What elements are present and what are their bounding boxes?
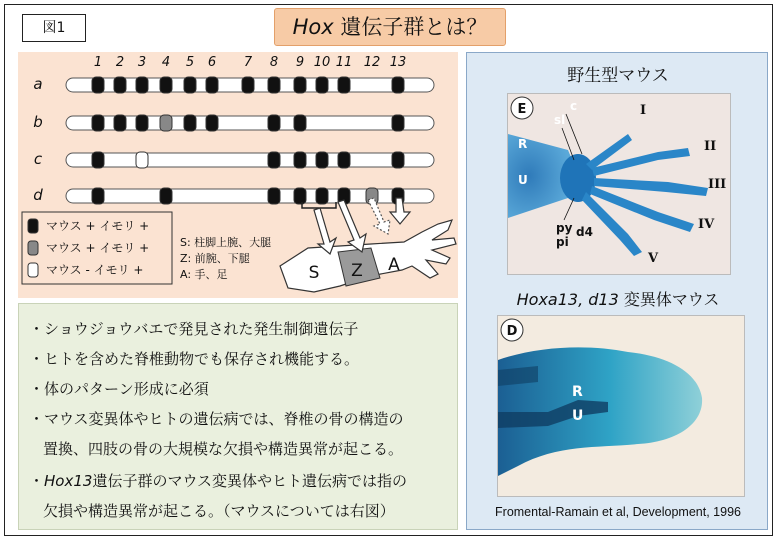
gene-number: 6 bbox=[207, 55, 217, 70]
gene-block bbox=[92, 77, 104, 93]
legend-text: マウス + イモリ + bbox=[46, 241, 150, 255]
digit-label-5: V bbox=[648, 251, 659, 266]
gene-block bbox=[114, 115, 126, 131]
cluster-label: c bbox=[33, 150, 43, 168]
citation: Fromental-Ramain et al, Development, 1996 bbox=[495, 505, 741, 519]
label-sl: sl bbox=[554, 113, 566, 127]
gene-block bbox=[392, 115, 404, 131]
limb-label-s: S bbox=[308, 263, 320, 283]
bullet-3: ・体のパターン形成に必須 bbox=[29, 380, 209, 398]
gene-number: 7 bbox=[243, 55, 253, 70]
gene-number: 2 bbox=[115, 55, 125, 70]
bullet-5-dot: ・ bbox=[29, 472, 45, 490]
mutant-title-gene: Hoxa13, d13 bbox=[516, 290, 619, 309]
mutant-title-rest: 変異体マウス bbox=[618, 290, 720, 309]
legend-swatch bbox=[28, 263, 38, 277]
summary-panel bbox=[18, 303, 458, 530]
limb-label-z: Z bbox=[351, 261, 363, 281]
mutant-title bbox=[467, 287, 769, 310]
limb-label-a: A bbox=[388, 255, 400, 275]
gene-block bbox=[338, 77, 350, 93]
bullet-5-cont: 欠損や構造異常が起こる。（マウスについては右図） bbox=[43, 502, 395, 520]
cluster-label: b bbox=[33, 113, 43, 131]
wildtype-limb-photo bbox=[507, 93, 731, 275]
gene-block bbox=[294, 188, 306, 204]
gene-number: 12 bbox=[363, 55, 381, 70]
mutant-label-u: U bbox=[572, 408, 584, 424]
cluster-label: a bbox=[33, 75, 43, 93]
gene-block bbox=[92, 115, 104, 131]
digit-label-1: I bbox=[640, 103, 647, 118]
digit-label-4: IV bbox=[698, 217, 715, 232]
gene-block bbox=[136, 77, 148, 93]
bullet-4: ・マウス変異体やヒトの遺伝病では、脊椎の骨の構造の bbox=[29, 410, 404, 428]
gene-block bbox=[160, 115, 172, 131]
bullet-5 bbox=[29, 470, 407, 491]
gene-block bbox=[316, 188, 328, 204]
gene-block bbox=[160, 188, 172, 204]
bullet-5-text: 遺伝子群のマウス変異体やヒト遺伝病では指の bbox=[92, 472, 407, 490]
limb-legend-s: S: 柱脚上腕、大腿 bbox=[180, 236, 272, 249]
gene-number: 5 bbox=[185, 55, 195, 70]
gene-block bbox=[268, 115, 280, 131]
digit-label-3: III bbox=[708, 177, 727, 192]
gene-block bbox=[316, 77, 328, 93]
legend-swatch bbox=[28, 241, 38, 255]
bullet-2: ・ヒトを含めた脊椎動物でも保存され機能する。 bbox=[29, 350, 360, 368]
legend-text: マウス + イモリ + bbox=[46, 219, 150, 233]
arrow-z bbox=[338, 200, 366, 252]
legend-swatch bbox=[28, 219, 38, 233]
chromosome-bar bbox=[66, 153, 434, 167]
cluster-label: d bbox=[33, 186, 43, 204]
gene-number: 8 bbox=[269, 55, 279, 70]
gene-block bbox=[294, 115, 306, 131]
gene-block bbox=[114, 77, 126, 93]
gene-number: 3 bbox=[137, 55, 147, 70]
gene-block bbox=[316, 152, 328, 168]
gene-block bbox=[92, 152, 104, 168]
gene-block bbox=[338, 152, 350, 168]
gene-block bbox=[206, 115, 218, 131]
label-r: R bbox=[518, 137, 528, 151]
figure-label: 図1 bbox=[22, 14, 86, 42]
gene-block bbox=[392, 152, 404, 168]
limb-legend-a: A: 手、足 bbox=[180, 268, 228, 281]
mutant-limb-photo bbox=[497, 315, 745, 497]
photo1-panel-letter: E bbox=[517, 102, 527, 117]
chromosome-bar bbox=[66, 189, 434, 203]
gene-block bbox=[184, 115, 196, 131]
gene-block bbox=[242, 77, 254, 93]
legend-text: マウス - イモリ + bbox=[46, 263, 144, 277]
gene-block bbox=[268, 152, 280, 168]
label-py: py bbox=[556, 221, 573, 235]
gene-block bbox=[136, 152, 148, 168]
bullet-4-cont: 置換、四肢の骨の大規模な欠損や構造異常が起こる。 bbox=[43, 440, 404, 458]
gene-block bbox=[294, 152, 306, 168]
gene-block bbox=[268, 77, 280, 93]
label-c: c bbox=[570, 99, 578, 113]
gene-block bbox=[184, 77, 196, 93]
label-u: U bbox=[518, 173, 528, 187]
hox-cluster-diagram bbox=[18, 52, 458, 298]
gene-number: 4 bbox=[161, 55, 171, 70]
mutant-photo-panel bbox=[466, 52, 768, 530]
gene-block bbox=[392, 77, 404, 93]
gene-block bbox=[206, 77, 218, 93]
mutant-label-r: R bbox=[572, 384, 583, 400]
hox-cluster-panel bbox=[18, 52, 458, 298]
bullet-1: ・ショウジョウバエで発見された発生制御遺伝子 bbox=[29, 320, 359, 338]
digit-label-2: II bbox=[704, 139, 717, 154]
gene-block bbox=[136, 115, 148, 131]
page-title bbox=[274, 8, 506, 46]
title-italic: Hox bbox=[292, 15, 334, 39]
limb-legend-z: Z: 前腕、下腿 bbox=[180, 252, 250, 265]
title-rest: 遺伝子群とは？ bbox=[333, 15, 488, 39]
gene-block bbox=[268, 188, 280, 204]
bullet-5-gene: Hox13 bbox=[44, 472, 93, 490]
limb-legend bbox=[180, 235, 271, 281]
gene-number: 13 bbox=[389, 55, 407, 70]
gene-number: 11 bbox=[335, 55, 353, 70]
photo2-panel-letter: D bbox=[506, 324, 518, 339]
gene-number: 10 bbox=[313, 55, 331, 70]
mutant-limb-image bbox=[498, 316, 744, 496]
gene-block bbox=[294, 77, 306, 93]
gene-number: 1 bbox=[93, 55, 103, 70]
gene-block bbox=[160, 77, 172, 93]
gene-number: 9 bbox=[295, 55, 305, 70]
wildtype-limb-image bbox=[508, 94, 730, 274]
label-pi: pi bbox=[556, 235, 569, 249]
gene-block bbox=[92, 188, 104, 204]
wildtype-title: 野生型マウス bbox=[567, 66, 669, 86]
label-d4: d4 bbox=[576, 225, 593, 239]
